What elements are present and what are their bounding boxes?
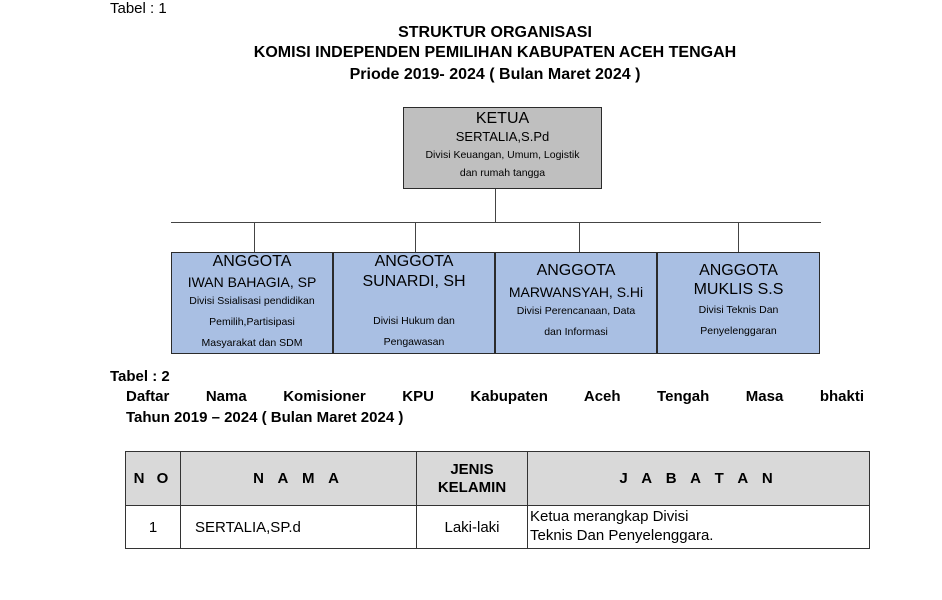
cell-nama: SERTALIA,SP.d: [181, 506, 417, 549]
anggota-division-line2: Pengawasan: [383, 336, 445, 348]
anggota-name: MARWANSYAH, S.Hi: [508, 284, 644, 300]
anggota-role: ANGGOTA: [374, 253, 454, 270]
anggota-name: MUKLIS S.S: [693, 281, 784, 298]
header-jabatan: J A B A T A N: [528, 452, 870, 506]
cell-jenis-kelamin: Laki-laki: [417, 506, 528, 549]
table-row: [126, 506, 870, 549]
connector-anggota-3: [579, 222, 580, 252]
ketua-role: KETUA: [475, 110, 530, 127]
anggota-division-line1: Divisi Perencanaan, Data: [516, 305, 636, 317]
anggota-name: IWAN BAHAGIA, SP: [187, 274, 317, 290]
ketua-division-line1: Divisi Keuangan, Umum, Logistik: [425, 149, 580, 161]
org-subtitle: KOMISI INDEPENDEN PEMILIHAN KABUPATEN ACEH TENGAH: [253, 44, 737, 61]
anggota-division-line1: Divisi Hukum dan: [373, 315, 455, 327]
header-jenis-line2: KELAMIN: [437, 478, 507, 496]
connector-ketua-vertical: [495, 189, 496, 222]
anggota-box-1: [171, 252, 333, 354]
anggota-division-line2: Pemilih,Partisipasi: [209, 316, 295, 328]
anggota-box-3: [495, 252, 657, 354]
anggota-role: ANGGOTA: [699, 262, 778, 279]
ketua-box: [403, 107, 602, 189]
tabel2-description-line1: Daftar Nama Komisioner KPU Kabupaten Aceh Tengah Masa bhakti: [126, 388, 864, 405]
connector-anggota-2: [415, 222, 416, 252]
header-no: N O: [126, 452, 181, 506]
header-jenis-kelamin: [417, 452, 528, 506]
tabel2-description-line2: Tahun 2019 – 2024 ( Bulan Maret 2024 ): [126, 409, 404, 426]
commissioner-table: [125, 451, 870, 549]
ketua-division-line2: dan rumah tangga: [459, 167, 546, 179]
anggota-name: SUNARDI, SH: [362, 273, 466, 290]
tabel2-label: Tabel : 2: [110, 368, 170, 385]
header-jenis-line1: JENIS: [450, 460, 494, 478]
cell-jabatan-line1: Ketua merangkap Divisi: [530, 508, 689, 525]
ketua-name: SERTALIA,S.Pd: [455, 129, 550, 144]
org-period: Priode 2019- 2024 ( Bulan Maret 2024 ): [349, 66, 641, 83]
cell-no: 1: [126, 506, 181, 549]
org-title: STRUKTUR ORGANISASI: [398, 24, 592, 41]
connector-anggota-4: [738, 222, 739, 252]
anggota-box-4: [657, 252, 820, 354]
anggota-division-line1: Divisi Teknis Dan: [698, 304, 779, 316]
connector-anggota-1: [254, 222, 255, 252]
cell-jabatan: [528, 506, 870, 549]
anggota-division-line2: Penyelenggaran: [700, 325, 777, 337]
anggota-box-2: [333, 252, 495, 354]
anggota-division-line3: Masyarakat dan SDM: [201, 337, 303, 349]
anggota-division-line1: Divisi Ssialisasi pendidikan: [189, 295, 315, 307]
anggota-division-line2: dan Informasi: [544, 326, 608, 338]
anggota-role: ANGGOTA: [212, 253, 292, 270]
tabel1-label: Tabel : 1: [110, 0, 167, 17]
cell-jabatan-line2: Teknis Dan Penyelenggara.: [530, 527, 714, 544]
header-nama: N A M A: [181, 452, 417, 506]
table-header-row: [126, 452, 870, 506]
anggota-role: ANGGOTA: [536, 262, 616, 279]
connector-horizontal: [171, 222, 821, 223]
